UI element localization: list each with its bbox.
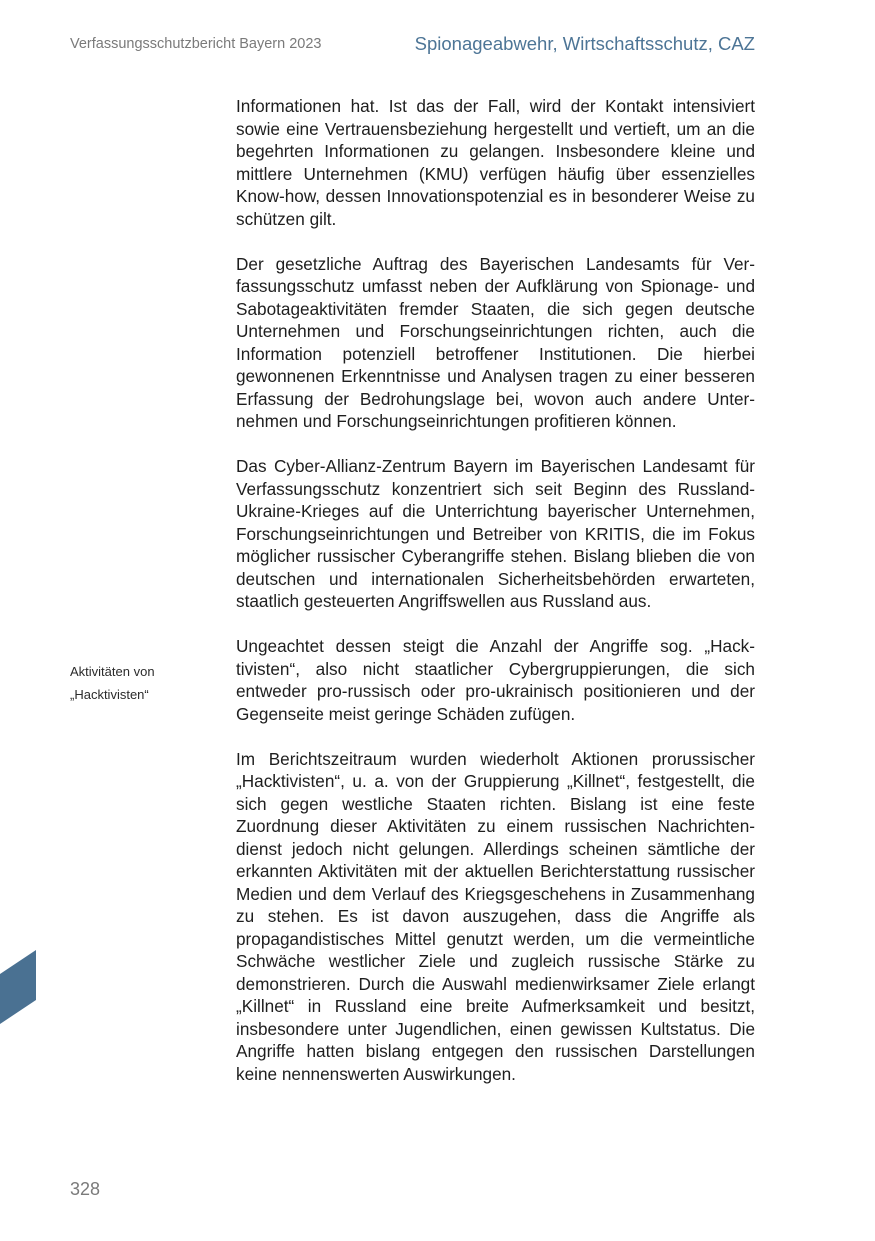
paragraph-1: Informationen hat. Ist das der Fall, wird der Kontakt intensiviert sowie eine Vertrauensbeziehung hergestellt und vertieft, um an die begehrten Informationen zu gelangen. Insbesondere kleine und mittlere Unternehmen (KMU) verfügen häufig über essenzielles Know-how, dessen Innovationspotenzial es in besonderer Weise zu schützen gilt.: [236, 96, 755, 229]
page-number: 328: [70, 1179, 101, 1199]
running-header-section: Spionageabwehr, Wirtschaftsschutz, CAZ: [414, 33, 755, 54]
margin-note-line-2: „Hacktivisten“: [70, 687, 149, 702]
body-text: [236, 95, 755, 1108]
running-header-publication: Verfassungsschutzbericht Bayern 2023: [70, 36, 322, 52]
paragraph-5: Im Berichtszeitraum wurden wiederholt Aktionen prorussischer „Hacktivisten“, u. a. von der Gruppierung „Killnet“, festgestellt, die sich gegen westliche Staaten richten. Bislang ist eine feste Zuordnung dieser Aktivitäten zu einem russischen Nachrichtendienst jedoch nicht gelungen. Allerdings scheinen sämtliche der erkannten Aktivitäten mit der aktuellen Berichterstattung russischer Medien und dem Verlauf des Kriegsgeschehens in Zusammenhang zu stehen. Es ist davon auszugehen, dass die Angriffe als propagandistisches Mittel genutzt werden, um die vermeintliche Schwäche westlicher Ziele und zugleich russische Stärke zu demonstrieren. Durch die Auswahl medienwirksamer Ziele erlangt „Killnet“ in Russland eine breite Aufmerksamkeit und besitzt, insbesondere unter Jugendlichen, einen gewissen Kultstatus. Die Angriffe hatten bislang entgegen den russischen Darstellungen keine nennenswerten Auswirkungen.: [236, 748, 755, 1084]
margin-note: [70, 660, 155, 706]
chapter-edge-tab: [0, 950, 36, 1024]
paragraph-4: Ungeachtet dessen steigt die Anzahl der Angriffe sog. „Hacktivisten“, also nicht staatlicher Cybergruppierungen, die sich entweder pro-russisch oder pro-ukrainisch positionieren und der Gegenseite meist geringe Schäden zufügen.: [236, 636, 755, 724]
margin-note-line-1: Aktivitäten von: [70, 664, 155, 679]
paragraph-2: Der gesetzliche Auftrag des Bayerischen Landesamts für Verfassungsschutz umfasst neben der Aufklärung von Spionage- und Sabotageaktivitäten fremder Staaten, die sich gegen deutsche Unternehmen und Forschungseinrichtungen richten, auch die Information potenziell betroffener Institutionen. Die hierbei gewonnenen Erkenntnisse und Analysen tragen zu einer besseren Erfassung der Bedrohungslage bei, wovon auch andere Unternehmen und Forschungseinrichtungen profitieren können.: [236, 253, 755, 431]
paragraph-3: Das Cyber-Allianz-Zentrum Bayern im Bayerischen Landesamt für Verfassungsschutz konzentriert sich seit Beginn des Russland-Ukraine-Krieges auf die Unterrichtung bayerischer Unternehmen, Forschungseinrichtungen und Betreiber von KRITIS, die im Fokus möglicher russischer Cyberangriffe stehen. Bislang blieben die von deutschen und internationalen Sicherheitsbehörden erwarteten, staatlich gesteuerten Angriffswellen aus Russland aus.: [236, 456, 755, 611]
